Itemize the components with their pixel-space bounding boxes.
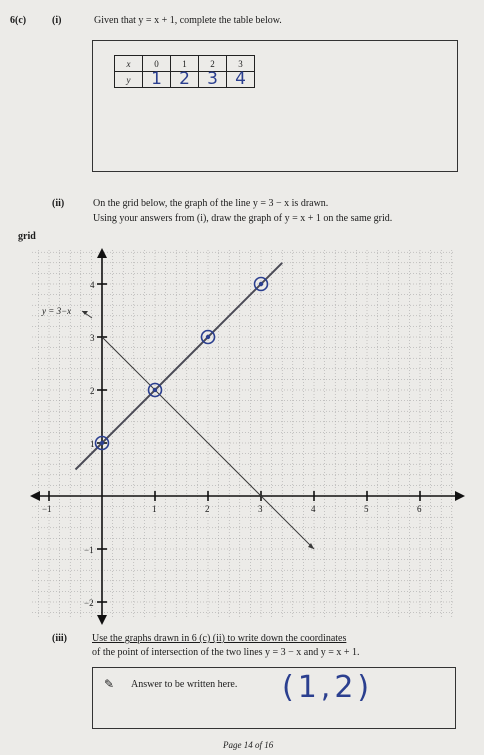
x-tick-label: 2 bbox=[205, 504, 210, 514]
part-ii-line1: On the grid below, the graph of the line y = 3 − x is drawn. bbox=[93, 198, 329, 209]
table-x-cell: 0 bbox=[143, 56, 171, 72]
table-y-header: y bbox=[115, 72, 143, 88]
y-axis-arrow-down bbox=[97, 615, 107, 625]
table-x-cell: 3 bbox=[227, 56, 255, 72]
part-iii-line2: of the point of intersection of the two lines y = 3 − x and y = x + 1. bbox=[92, 647, 360, 658]
part-ii-line2: Using your answers from (i), draw the graph of y = x + 1 on the same grid. bbox=[93, 213, 393, 224]
y-tick-label: 1 bbox=[90, 439, 95, 449]
plotted-point bbox=[206, 335, 210, 339]
table-y-cell-handwritten: 3 bbox=[199, 72, 227, 88]
part-i-text: Given that y = x + 1, complete the table below. bbox=[94, 15, 282, 26]
x-tick-label: 4 bbox=[311, 504, 316, 514]
part-iii-line1: Use the graphs drawn in 6 (c) (ii) to write down the coordinates bbox=[92, 633, 347, 644]
table-y-cell-handwritten: 2 bbox=[171, 72, 199, 88]
y-tick-label: 3 bbox=[90, 333, 95, 343]
answer-box bbox=[92, 667, 456, 729]
plotted-point bbox=[259, 282, 263, 286]
part-i-label: (i) bbox=[52, 15, 62, 26]
y-tick-label: −2 bbox=[84, 598, 94, 608]
x-tick-label: −1 bbox=[42, 504, 52, 514]
pencil-icon: ✎ bbox=[104, 677, 115, 691]
grid-label: grid bbox=[18, 231, 36, 242]
page-footer: Page 14 of 16 bbox=[223, 740, 274, 750]
x-axis-arrow-left bbox=[30, 491, 40, 501]
answer-prompt: Answer to be written here. bbox=[131, 679, 238, 690]
plotted-point bbox=[100, 441, 104, 445]
part-ii-label: (ii) bbox=[52, 198, 65, 209]
x-tick-label: 1 bbox=[152, 504, 157, 514]
x-tick-label: 5 bbox=[364, 504, 369, 514]
question-number: 6(c) bbox=[10, 15, 27, 26]
table-y-cell-handwritten: 1 bbox=[143, 72, 171, 88]
x-tick-label: 6 bbox=[417, 504, 422, 514]
table-y-cell-handwritten: 4 bbox=[227, 72, 255, 88]
table-x-cell: 1 bbox=[171, 56, 199, 72]
table-x-cell: 2 bbox=[199, 56, 227, 72]
x-tick-label: 3 bbox=[258, 504, 263, 514]
table-x-header: x bbox=[115, 56, 143, 72]
y-axis-arrow-up bbox=[97, 248, 107, 258]
y-tick-label: 2 bbox=[90, 386, 95, 396]
line-label-y-equals-3-minus-x: y = 3−x bbox=[42, 306, 72, 316]
y-tick-label: −1 bbox=[84, 545, 94, 555]
x-axis-arrow-right bbox=[455, 491, 465, 501]
y-tick-label: 4 bbox=[90, 280, 95, 290]
answer-handwritten: (1,2) bbox=[282, 670, 374, 705]
part-iii-label: (iii) bbox=[52, 633, 67, 644]
plotted-point bbox=[153, 388, 157, 392]
